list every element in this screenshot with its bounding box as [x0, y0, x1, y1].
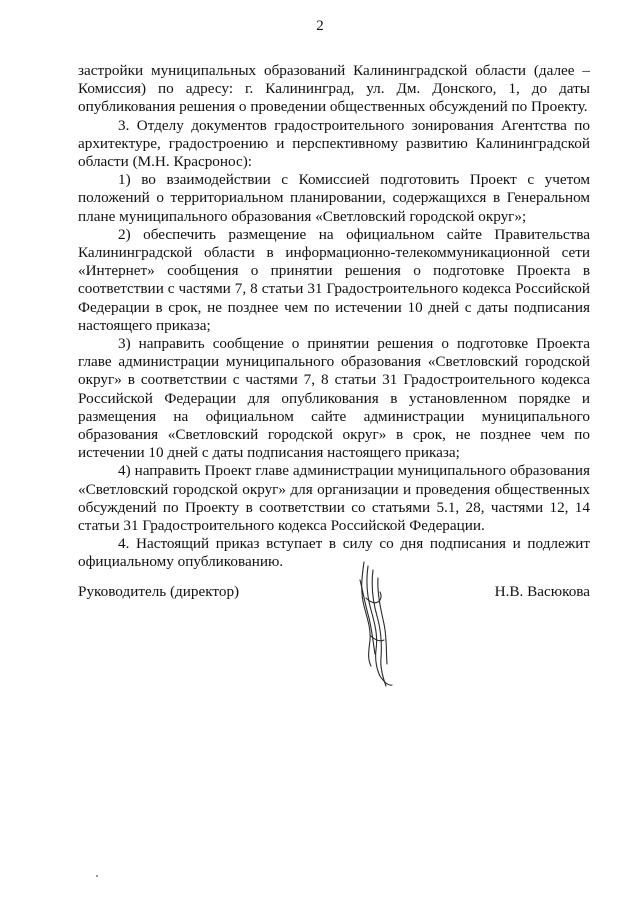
paragraph-item-4: 4. Настоящий приказ вступает в силу со дня подписания и подлежит официальному опубликованию. [78, 535, 590, 571]
paragraph-subitem-1: 1) во взаимодействии с Комиссией подготовить Проект с учетом положений о территориальном планировании, содержащихся в Генеральном плане муниципального образования «Светловский городской округ»; [78, 171, 590, 225]
paragraph-item-3: 3. Отделу документов градостроительного зонирования Агентства по архитектуре, градостроению и перспективному развитию Калининградской области (М.Н. Красронос): [78, 116, 590, 171]
signatory-name: Н.В. Васюкова [494, 583, 590, 600]
handwritten-signature [340, 558, 410, 693]
paragraph-subitem-2: 2) обеспечить размещение на официальном сайте Правительства Калининградской области в информационно-телекоммуникационной сети «Интернет» сообщения о принятии решения о подготовке Проекта в соответствии с частями 7, 8 статьи 31 Градостроительного кодекса Российской Федерации в срок, не позднее чем по истечении 10 дней с даты подписания настоящего приказа; [78, 225, 590, 334]
scan-speck [96, 875, 98, 877]
paragraph-subitem-3: 3) направить сообщение о принятии решения о подготовке Проекта главе администрации муниципального образования «Светловский городской округ» в соответствии с частями 7, 8 статьи 31 Градостроительного кодекса Российской Федерации для опубликования в установленном порядке и размещения на официальном сайте администрации муниципального образования «Светловский городской округ» в срок, не позднее чем по истечении 10 дней с даты подписания настоящего приказа; [78, 335, 590, 462]
paragraph-subitem-4: 4) направить Проект главе администрации муниципального образования «Светловский городской округ» для организации и проведения общественных обсуждений по Проекту в соответствии со статьями 5.1, 28, частями 12, 14 статьи 31 Градостроительного кодекса Российской Федерации. [78, 462, 590, 535]
page-number: 2 [316, 18, 324, 34]
paragraph-continuation: застройки муниципальных образований Калининградской области (далее – Комиссия) по адресу: г. Калининград, ул. Дм. Донского, 1, до даты опубликования решения о проведении общественных обсуждений по Проекту. [78, 62, 590, 116]
signatory-title: Руководитель (директор) [78, 583, 240, 600]
document-body [78, 62, 590, 572]
